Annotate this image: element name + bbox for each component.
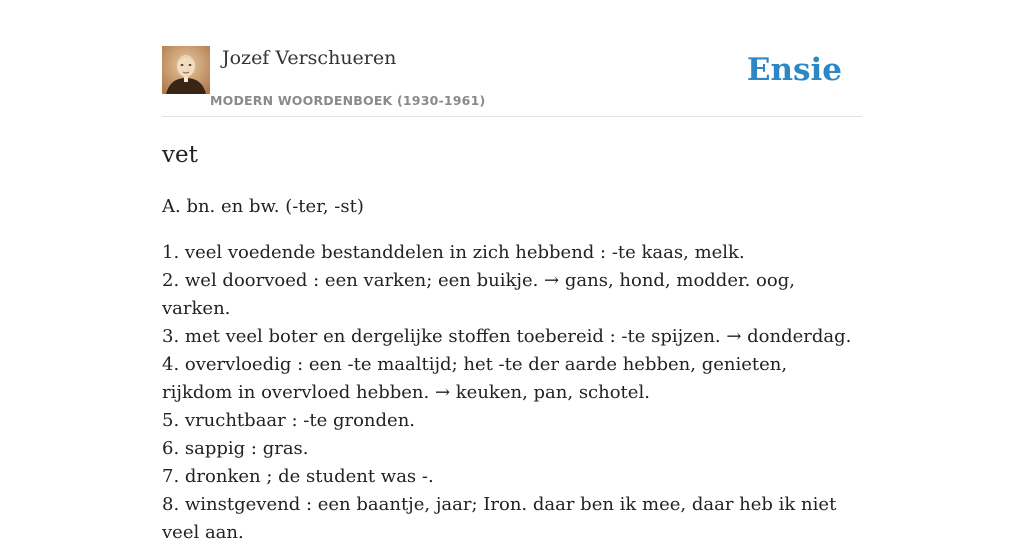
definition-list (162, 239, 862, 547)
author-name[interactable]: Jozef Verschueren (222, 47, 397, 69)
definition-item: 3. met veel boter en dergelijke stoffen toebereid : -te spijzen. → donderdag. (162, 326, 852, 347)
definition-item: 8. winstgevend : een baantje, jaar; Iron. daar ben ik mee, daar heb ik niet veel aan. (162, 494, 837, 543)
definition-item: 6. sappig : gras. (162, 438, 309, 459)
definition-item: 7. dronken ; de student was -. (162, 466, 434, 487)
definition-item: 4. overvloedig : een -te maaltijd; het -te der aarde hebben, genieten, rijkdom in overvloed hebben. → keuken, pan, schotel. (162, 354, 788, 403)
source-label[interactable]: MODERN WOORDENBOEK (1930-1961) (210, 93, 486, 108)
header (162, 0, 862, 117)
page (162, 0, 862, 543)
definition-item: 2. wel doorvoed : een varken; een buikje. → gans, hond, modder. oog, varken. (162, 270, 795, 319)
entry-title: vet (162, 142, 198, 168)
author-portrait-icon (162, 46, 210, 94)
definition-item: 5. vruchtbaar : -te gronden. (162, 410, 416, 431)
grammar-label: A. bn. en bw. (-ter, -st) (162, 196, 364, 217)
definition-item: 1. veel voedende bestanddelen in zich hebbend : -te kaas, melk. (162, 242, 745, 263)
ensie-logo[interactable]: Ensie (746, 52, 842, 88)
author-avatar[interactable] (162, 46, 210, 94)
